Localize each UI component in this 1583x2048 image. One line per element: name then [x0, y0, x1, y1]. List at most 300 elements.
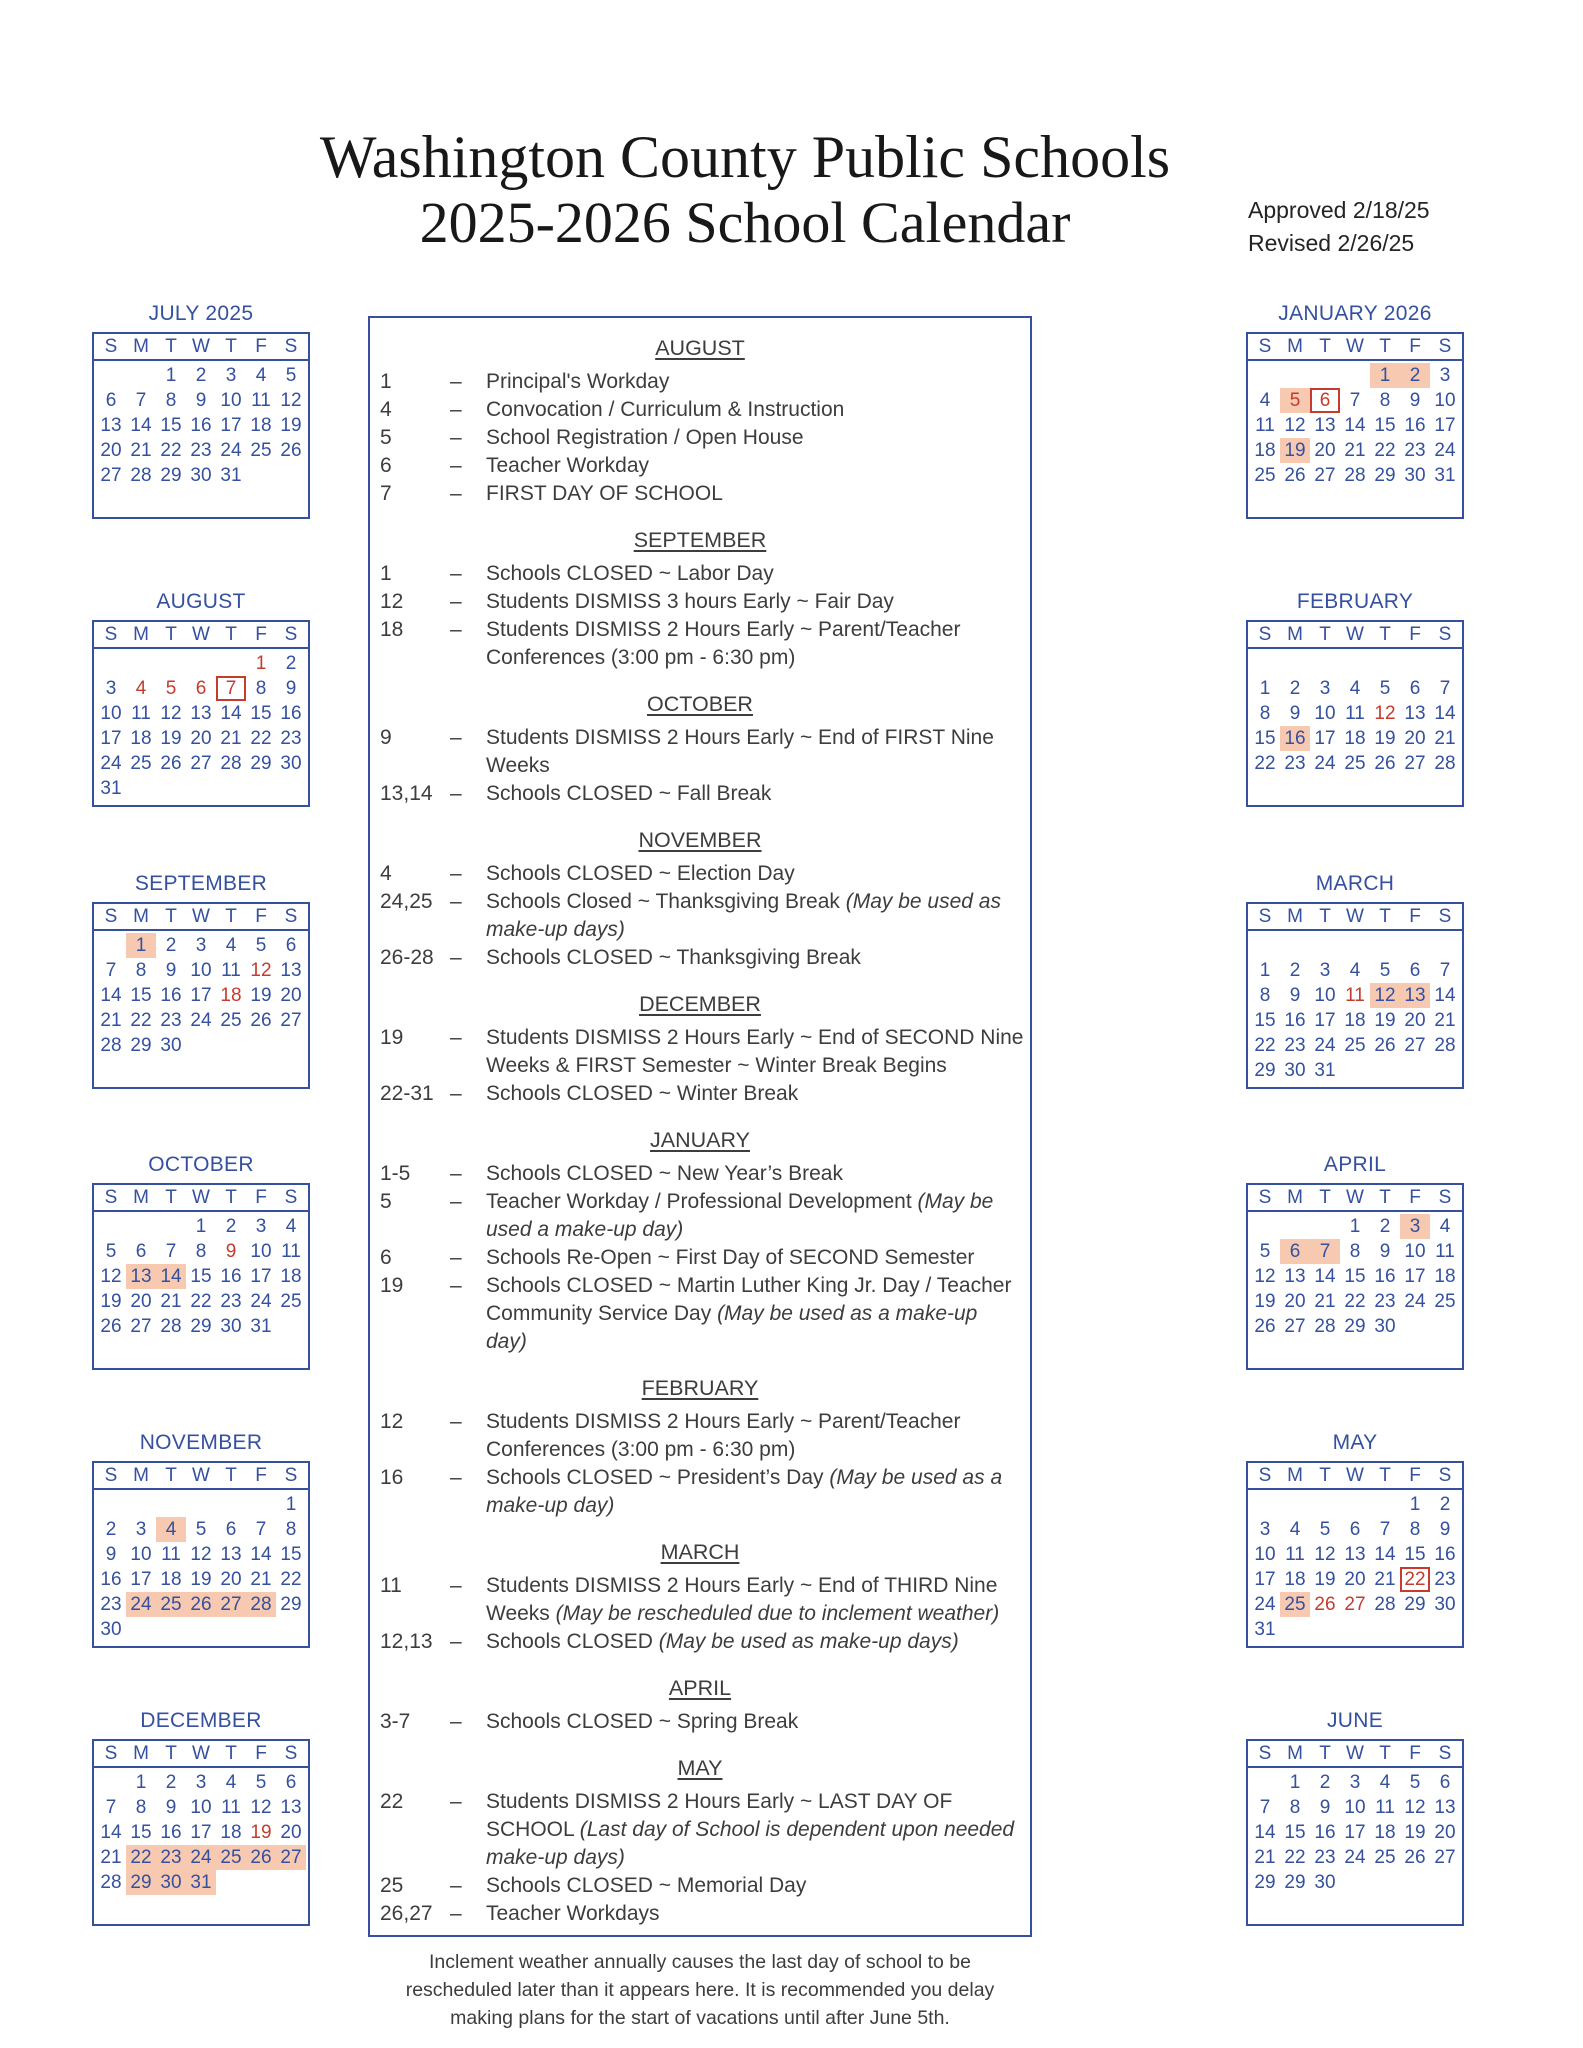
calendar-day-cell: 11: [251, 390, 271, 411]
calendar-day-cell: [1280, 363, 1310, 388]
calendar-day-cell: 21: [1434, 728, 1456, 749]
weekday-header: T: [165, 1465, 177, 1486]
mini-calendar-june: [1246, 1709, 1464, 1926]
calendar-day-cell: 5: [1319, 1519, 1331, 1540]
calendar-day-cell: [156, 1214, 186, 1239]
calendar-day-cell: 7: [1439, 678, 1451, 699]
calendar-day-cell: 30: [100, 1619, 122, 1640]
events-month-section: [370, 826, 1030, 972]
calendar-day-cell: [96, 363, 126, 388]
calendar-day-cell: 12: [190, 1544, 212, 1565]
event-description: [486, 368, 1030, 396]
calendar-week-row: [94, 1567, 308, 1592]
calendar-day-cell: 7: [105, 960, 117, 981]
calendar-day-cell: 24: [220, 440, 242, 461]
calendar-day-cell: [1340, 1492, 1370, 1517]
calendar-day-cell: [1250, 1770, 1280, 1795]
mini-calendar-title: JUNE: [1326, 1709, 1384, 1732]
calendar-week-row: [94, 438, 308, 463]
event-row: [370, 424, 1030, 452]
calendar-week-row: [94, 651, 308, 676]
calendar-day-cell: [1430, 1058, 1460, 1083]
calendar-day-cell: [186, 651, 216, 676]
calendar-week-row: [1248, 413, 1462, 438]
mini-calendar-grid: [1246, 1461, 1464, 1648]
event-row: [370, 1272, 1030, 1356]
event-row: [370, 1408, 1030, 1464]
calendar-day-cell: [216, 1617, 246, 1642]
calendar-day-cell: 25: [1344, 753, 1366, 774]
calendar-week-row: [1248, 1289, 1462, 1314]
calendar-day-cell: [1430, 651, 1460, 676]
calendar-day-cell: 19: [1374, 728, 1396, 749]
calendar-day-cell: 28: [1314, 1316, 1336, 1337]
calendar-day-cell: [126, 776, 156, 801]
calendar-week-row: [94, 1592, 308, 1617]
event-description: [486, 560, 1030, 588]
event-dash: –: [450, 946, 462, 969]
calendar-day-cell: [1340, 651, 1370, 676]
calendar-day-cell: [1400, 1617, 1430, 1642]
event-description: [486, 1872, 1030, 1900]
event-day: 22: [380, 1790, 404, 1813]
event-description: [486, 424, 1030, 452]
calendar-day-cell: 7: [1349, 390, 1361, 411]
calendar-day-cell: 11: [221, 1797, 241, 1818]
weekday-header: M: [133, 336, 149, 357]
mini-calendar-grid: [1246, 620, 1464, 807]
calendar-day-cell: 23: [220, 1291, 242, 1312]
event-day: 1: [380, 370, 392, 393]
calendar-day-cell: 9: [195, 390, 207, 411]
calendar-week-row: [94, 1214, 308, 1239]
calendar-day-cell: 26: [1254, 1316, 1276, 1337]
weekday-header: M: [1287, 1465, 1303, 1486]
calendar-week-row: [1248, 726, 1462, 751]
event-text-part: Students DISMISS 2 Hours Early ~ LAST DAY OF SCHOOL: [486, 1790, 953, 1841]
calendar-day-cell: 4: [1259, 390, 1271, 411]
event-text-part: Students DISMISS 3 hours Early ~ Fair Day: [486, 590, 894, 613]
event-text-part: Schools CLOSED ~ Fall Break: [486, 782, 772, 805]
calendar-day-cell: 2: [1379, 1216, 1391, 1237]
calendar-day-cell: 30: [1314, 1872, 1336, 1893]
calendar-day-cell: 21: [1434, 1010, 1456, 1031]
calendar-day-cell: 6: [225, 1519, 237, 1540]
event-description: [486, 860, 1030, 888]
weekday-header: S: [104, 1743, 118, 1764]
calendar-day-cell: 18: [1284, 1569, 1306, 1590]
weekday-header-row: [94, 1464, 308, 1490]
mini-calendar-grid: [92, 902, 310, 1089]
calendar-week-row: [1248, 1567, 1462, 1592]
calendar-day-cell: 17: [1344, 1822, 1366, 1843]
calendar-day-cell: 5: [165, 678, 177, 699]
weekday-header: S: [1438, 1465, 1452, 1486]
calendar-week-row: [1248, 1058, 1462, 1083]
event-dash: –: [450, 370, 462, 393]
event-description: [486, 480, 1030, 508]
calendar-day-cell: 12: [1284, 415, 1306, 436]
event-text-part: Schools CLOSED ~ Labor Day: [486, 562, 774, 585]
event-text-part: Students DISMISS 2 Hours Early ~ Parent/Teacher Conferences (3:00 pm - 6:30 pm): [486, 1410, 961, 1461]
calendar-week-row: [94, 776, 308, 801]
weekday-header: F: [255, 1465, 267, 1486]
calendar-day-cell: 28: [1344, 465, 1366, 486]
calendar-day-cell: 3: [255, 1216, 267, 1237]
event-text-part: Teacher Workdays: [486, 1902, 660, 1925]
calendar-week-row: [1248, 1517, 1462, 1542]
calendar-day-cell: [1250, 1492, 1280, 1517]
event-row: [370, 1188, 1030, 1244]
calendar-week-row: [94, 463, 308, 488]
calendar-day-cell: 3: [1400, 1214, 1430, 1239]
calendar-day-cell: [126, 363, 156, 388]
calendar-day-cell: 8: [285, 1519, 297, 1540]
mini-calendar-title: NOVEMBER: [139, 1431, 263, 1454]
calendar-day-cell: 29: [1254, 1872, 1276, 1893]
calendar-day-cell: 20: [280, 1822, 302, 1843]
calendar-day-cell: 17: [220, 415, 242, 436]
weekday-header: M: [133, 624, 149, 645]
calendar-day-cell: 19: [1314, 1569, 1336, 1590]
calendar-day-cell: 4: [1289, 1519, 1301, 1540]
calendar-day-cell: 11: [131, 703, 151, 724]
calendar-day-cell: 4: [156, 1517, 186, 1542]
mini-calendar-grid: [92, 1739, 310, 1926]
calendar-day-cell: 6: [285, 1772, 297, 1793]
event-text-part: Schools CLOSED ~ Election Day: [486, 862, 795, 885]
calendar-week-row: [1248, 363, 1462, 388]
calendar-day-cell: 4: [225, 1772, 237, 1793]
calendar-day-cell: 14: [1434, 703, 1456, 724]
calendar-week-row: [1248, 1033, 1462, 1058]
weekday-header: S: [1258, 336, 1272, 357]
calendar-day-cell: 2: [1289, 960, 1301, 981]
calendar-day-cell: 10: [130, 1544, 152, 1565]
calendar-day-cell: 24: [190, 1010, 212, 1031]
calendar-day-cell: 8: [255, 678, 267, 699]
event-day: 3-7: [380, 1710, 411, 1733]
calendar-day-cell: 13: [280, 960, 302, 981]
event-dash: –: [450, 1630, 462, 1653]
mini-calendar-august: [92, 590, 310, 807]
weekday-header: S: [284, 1743, 298, 1764]
event-dash: –: [450, 1874, 462, 1897]
calendar-day-cell: 16: [1434, 1544, 1456, 1565]
calendar-day-cell: 31: [220, 465, 242, 486]
calendar-week-row: [94, 933, 308, 958]
calendar-day-cell: 2: [195, 365, 207, 386]
event-text-part: Schools CLOSED: [486, 1630, 659, 1653]
calendar-day-cell: [1430, 1870, 1460, 1895]
calendar-day-cell: 5: [255, 935, 267, 956]
weekday-header: F: [1409, 1743, 1421, 1764]
calendar-day-cell: 5: [105, 1241, 117, 1262]
calendar-day-cell: 28: [130, 465, 152, 486]
calendar-day-cell: 3: [195, 1772, 207, 1793]
event-day: 12,13: [380, 1630, 433, 1653]
calendar-day-cell: 7: [165, 1241, 177, 1262]
calendar-day-cell: 9: [225, 1241, 237, 1262]
calendar-day-cell: 3: [1439, 365, 1451, 386]
calendar-day-cell: [1280, 1214, 1310, 1239]
calendar-week-row: [94, 983, 308, 1008]
event-text-part: Convocation / Curriculum & Instruction: [486, 398, 845, 421]
calendar-day-cell: [1340, 933, 1370, 958]
event-day: 26-28: [380, 946, 434, 969]
calendar-day-cell: 26: [250, 1010, 272, 1031]
calendar-day-cell: 26: [160, 753, 182, 774]
calendar-day-cell: [1280, 1617, 1310, 1642]
event-description: [486, 396, 1030, 424]
calendar-day-cell: 23: [190, 440, 212, 461]
weekday-header: F: [255, 336, 267, 357]
month-heading: NOVEMBER: [638, 828, 762, 852]
weekday-header: F: [1409, 1187, 1421, 1208]
calendar-day-cell: [276, 1870, 306, 1895]
calendar-week-row: [1248, 1264, 1462, 1289]
calendar-day-cell: [1370, 933, 1400, 958]
calendar-day-cell: [246, 463, 276, 488]
weekday-header: S: [1438, 1743, 1452, 1764]
mini-calendar-title: MAY: [1332, 1431, 1378, 1454]
calendar-day-cell: [1250, 651, 1280, 676]
calendar-week-row: [1248, 751, 1462, 776]
calendar-day-cell: [1280, 933, 1310, 958]
mini-calendar-title: JANUARY 2026: [1278, 302, 1432, 325]
calendar-day-cell: 4: [225, 935, 237, 956]
calendar-week-row: [94, 413, 308, 438]
calendar-day-cell: 1: [285, 1494, 297, 1515]
calendar-day-cell: 17: [100, 728, 122, 749]
event-row: [370, 396, 1030, 424]
calendar-day-cell: 17: [130, 1569, 152, 1590]
calendar-day-cell: 6: [1409, 678, 1421, 699]
calendar-day-cell: [156, 776, 186, 801]
calendar-day-cell: 24: [100, 753, 122, 774]
calendar-day-cell: 1: [1370, 363, 1400, 388]
event-row: [370, 480, 1030, 508]
calendar-day-cell: 28: [1434, 1035, 1456, 1056]
calendar-day-cell: 5: [1379, 960, 1391, 981]
event-row: [370, 1244, 1030, 1272]
calendar-day-cell: 23: [100, 1594, 122, 1615]
event-dash: –: [450, 782, 462, 805]
event-day: 6: [380, 1246, 392, 1269]
calendar-day-cell: 23: [1314, 1847, 1336, 1868]
events-list: [370, 334, 1030, 1928]
event-day: 24,25: [380, 890, 433, 913]
calendar-day-cell: 19: [250, 1822, 272, 1843]
event-text-part: (May be used as a make-up day): [486, 1302, 978, 1353]
calendar-day-cell: 15: [280, 1544, 302, 1565]
event-day: 13,14: [380, 782, 433, 805]
weekday-header: M: [133, 1465, 149, 1486]
calendar-day-cell: 1: [195, 1216, 207, 1237]
event-description: [486, 1080, 1030, 1108]
calendar-week-row: [94, 388, 308, 413]
weekday-header: T: [1379, 1743, 1391, 1764]
event-day: 1-5: [380, 1162, 411, 1185]
weekday-header: T: [1319, 1465, 1331, 1486]
calendar-day-cell: [1250, 933, 1280, 958]
mini-calendar-march: [1246, 872, 1464, 1089]
calendar-day-cell: 27: [280, 1010, 302, 1031]
calendar-week-row: [1248, 701, 1462, 726]
event-text-part: (Last day of School is dependent upon needed make-up days): [486, 1818, 1015, 1869]
mini-calendar-july-2025: [92, 302, 310, 519]
calendar-day-cell: 22: [250, 728, 272, 749]
calendar-day-cell: 18: [1344, 728, 1366, 749]
event-row: [370, 1080, 1030, 1108]
event-text-part: Students DISMISS 2 Hours Early ~ End of THIRD Nine Weeks: [486, 1574, 998, 1625]
event-description: [486, 944, 1030, 972]
mini-calendar-grid: [1246, 902, 1464, 1089]
calendar-day-cell: 15: [250, 703, 272, 724]
calendar-day-cell: 5: [1259, 1241, 1271, 1262]
calendar-day-cell: [96, 933, 126, 958]
calendar-day-cell: 25: [280, 1291, 302, 1312]
event-dash: –: [450, 398, 462, 421]
calendar-week-row: [94, 1820, 308, 1845]
calendar-day-cell: 18: [160, 1569, 182, 1590]
calendar-day-cell: 11: [1285, 1544, 1305, 1565]
calendar-day-cell: 2: [1400, 363, 1430, 388]
calendar-week-row: [1248, 388, 1462, 413]
event-row: [370, 1788, 1030, 1872]
calendar-day-cell: 9: [105, 1544, 117, 1565]
calendar-day-cell: [1310, 363, 1340, 388]
calendar-day-cell: 30: [1284, 1060, 1306, 1081]
calendar-day-cell: 23: [280, 728, 302, 749]
events-month-section: [370, 1538, 1030, 1656]
event-text-part: (May be used as make-up days): [658, 1630, 959, 1653]
weekday-header: S: [1438, 1187, 1452, 1208]
events-month-section: [370, 334, 1030, 508]
weekday-header-row: [94, 623, 308, 649]
mini-calendar-title: APRIL: [1323, 1153, 1387, 1176]
calendar-day-cell: 8: [135, 1797, 147, 1818]
calendar-day-cell: 23: [1284, 753, 1306, 774]
calendar-week-row: [94, 1492, 308, 1517]
weekday-header: W: [1346, 624, 1364, 645]
event-text-part: Schools CLOSED ~ Martin Luther King Jr. Day / Teacher Community Service Day: [486, 1274, 1012, 1325]
calendar-day-cell: 9: [1289, 703, 1301, 724]
calendar-week-row: [1248, 1820, 1462, 1845]
calendar-day-cell: 13: [280, 1797, 302, 1818]
calendar-day-cell: 25: [156, 1592, 186, 1617]
calendar-day-cell: [1280, 651, 1310, 676]
calendar-day-cell: 15: [130, 985, 152, 1006]
calendar-day-cell: 19: [1404, 1822, 1426, 1843]
calendar-day-cell: 15: [1254, 728, 1276, 749]
event-description: [486, 1708, 1030, 1736]
calendar-day-cell: [246, 1617, 276, 1642]
event-description: [486, 780, 1030, 808]
calendar-day-cell: 9: [1409, 390, 1421, 411]
calendar-day-cell: 24: [126, 1592, 156, 1617]
event-row: [370, 1872, 1030, 1900]
event-description: [486, 616, 1030, 672]
calendar-day-cell: 24: [1434, 440, 1456, 461]
calendar-day-cell: 9: [165, 1797, 177, 1818]
calendar-day-cell: 27: [1314, 465, 1336, 486]
calendar-week-row: [94, 1845, 308, 1870]
event-row: [370, 780, 1030, 808]
calendar-day-cell: [1400, 651, 1430, 676]
event-text-part: (May be used as make-up days): [486, 890, 1001, 941]
calendar-day-cell: 11: [1255, 415, 1275, 436]
mini-calendar-title: DECEMBER: [140, 1709, 262, 1732]
calendar-day-cell: 7: [1259, 1797, 1271, 1818]
event-day: 16: [380, 1466, 404, 1489]
month-heading: SEPTEMBER: [633, 528, 767, 552]
calendar-day-cell: [1400, 1870, 1430, 1895]
weekday-header: T: [1319, 1187, 1331, 1208]
calendar-day-cell: [216, 1870, 246, 1895]
mini-calendar-grid: [92, 620, 310, 807]
calendar-week-row: [1248, 1592, 1462, 1617]
event-text-part: Students DISMISS 2 Hours Early ~ End of SECOND Nine Weeks & FIRST Semester ~ Winter Break Begins: [486, 1026, 1024, 1077]
calendar-day-cell: 17: [250, 1266, 272, 1287]
calendar-week-row: [94, 1870, 308, 1895]
calendar-week-row: [1248, 1542, 1462, 1567]
calendar-day-cell: [1370, 1058, 1400, 1083]
calendar-day-cell: 4: [1349, 678, 1361, 699]
weekday-header: S: [1438, 336, 1452, 357]
calendar-day-cell: 12: [1314, 1544, 1336, 1565]
events-month-section: [370, 1674, 1030, 1736]
calendar-day-cell: 21: [1314, 1291, 1336, 1312]
events-month-section: [370, 1754, 1030, 1928]
calendar-day-cell: 5: [1280, 388, 1310, 413]
event-dash: –: [450, 862, 462, 885]
calendar-day-cell: 31: [186, 1870, 216, 1895]
calendar-day-cell: [246, 776, 276, 801]
calendar-day-cell: [216, 1033, 246, 1058]
mini-calendar-december: [92, 1709, 310, 1926]
mini-calendar-november: [92, 1431, 310, 1648]
event-row: [370, 560, 1030, 588]
calendar-week-row: [94, 1542, 308, 1567]
calendar-day-cell: 12: [1404, 1797, 1426, 1818]
approval-block: [1248, 194, 1430, 260]
calendar-day-cell: 25: [1434, 1291, 1456, 1312]
calendar-day-cell: 24: [1404, 1291, 1426, 1312]
calendar-day-cell: 22: [126, 1845, 156, 1870]
calendar-day-cell: 26: [1404, 1847, 1426, 1868]
weekday-header: S: [1258, 624, 1272, 645]
event-day: 26,27: [380, 1902, 433, 1925]
event-dash: –: [450, 1082, 462, 1105]
calendar-day-cell: [1340, 1058, 1370, 1083]
calendar-day-cell: 27: [1404, 1035, 1426, 1056]
calendar-week-row: [94, 1008, 308, 1033]
calendar-day-cell: 6: [105, 390, 117, 411]
calendar-day-cell: 12: [280, 390, 302, 411]
calendar-week-row: [94, 751, 308, 776]
event-row: [370, 452, 1030, 480]
calendar-day-cell: [1310, 1492, 1340, 1517]
calendar-day-cell: [1370, 1492, 1400, 1517]
calendar-day-cell: 4: [285, 1216, 297, 1237]
calendar-day-cell: 29: [190, 1316, 212, 1337]
calendar-day-cell: 31: [100, 778, 122, 799]
event-day: 12: [380, 1410, 404, 1433]
calendar-day-cell: 10: [1434, 390, 1456, 411]
calendar-day-cell: 27: [216, 1592, 246, 1617]
calendar-week-row: [94, 1617, 308, 1642]
